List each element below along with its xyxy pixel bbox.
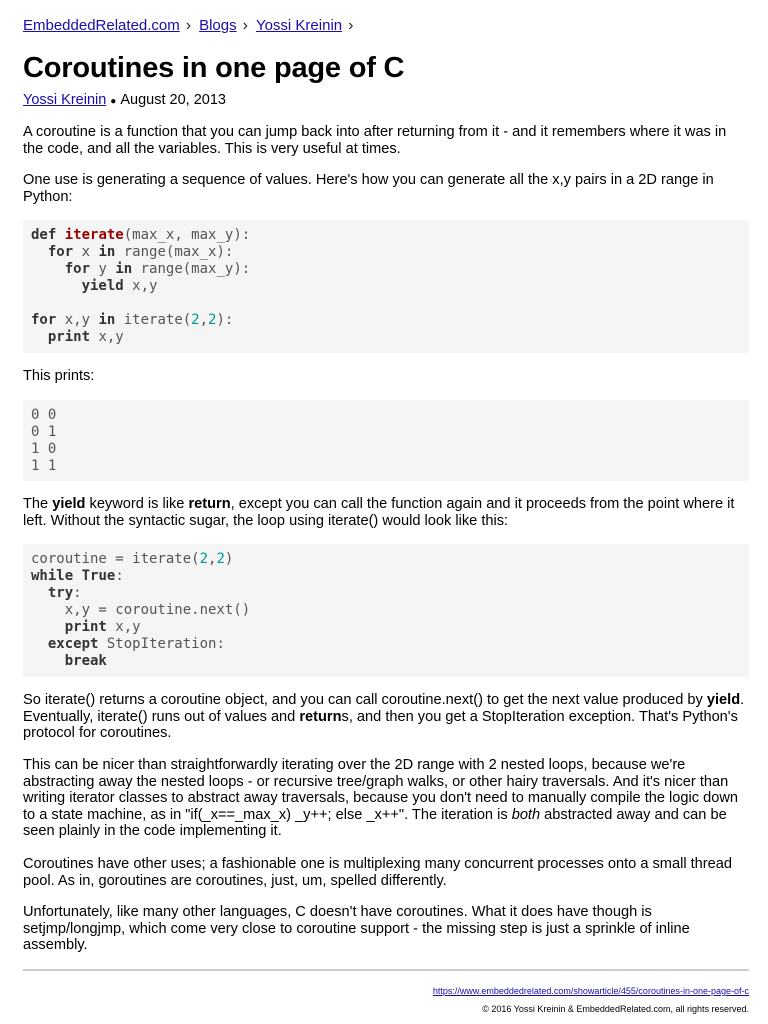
paragraph-yield: The yield keyword is like return, except you can call the function again and it proceeds from the point where it left. Without the syntactic sugar, the loop using iterate() would look like this: bbox=[23, 496, 735, 529]
output-line: 0 0 bbox=[31, 407, 57, 423]
code-line: while True: bbox=[31, 568, 124, 584]
breadcrumb bbox=[23, 17, 361, 35]
footer-copyright: © 2016 Yossi Kreinin & EmbeddedRelated.com, all rights reserved. bbox=[482, 1004, 749, 1014]
code-line: print x,y bbox=[47, 329, 124, 345]
code-block-iterate bbox=[23, 220, 749, 353]
paragraph-use: One use is generating a sequence of values. Here's how you can generate all the x,y pairs in a 2D range in Python: bbox=[23, 172, 714, 205]
paragraph-protocol: So iterate() returns a coroutine object, and you can call coroutine.next() to get the next value produced by yield. Eventually, iterate() runs out of values and returns, and then you get a StopIteration exception. That's Python's protocol for coroutines. bbox=[23, 692, 745, 742]
byline bbox=[23, 92, 226, 108]
code-line: yield x,y bbox=[81, 278, 158, 294]
chevron-right-icon: › bbox=[348, 17, 354, 34]
bullet-icon: ● bbox=[110, 96, 117, 107]
footer-divider bbox=[23, 969, 749, 971]
output-line: 0 1 bbox=[31, 424, 57, 440]
code-line: coroutine = iterate(2,2) bbox=[31, 551, 234, 567]
output-line: 1 0 bbox=[31, 441, 57, 457]
code-line: for y in range(max_y): bbox=[64, 261, 251, 277]
chevron-right-icon: › bbox=[242, 17, 248, 34]
code-line: x,y = coroutine.next() bbox=[64, 602, 251, 618]
footer-url-link[interactable]: https://www.embeddedrelated.com/showarticle/455/coroutines-in-one-page-of-c bbox=[432, 986, 749, 996]
code-block-output bbox=[23, 400, 749, 481]
author-link[interactable]: Yossi Kreinin bbox=[23, 92, 107, 108]
breadcrumb-site-link[interactable]: EmbeddedRelated.com bbox=[23, 17, 180, 34]
breadcrumb-author-link[interactable]: Yossi Kreinin bbox=[255, 17, 343, 34]
code-line: def iterate(max_x, max_y): bbox=[31, 227, 251, 243]
code-block-loop bbox=[23, 544, 749, 677]
breadcrumb-blogs-link[interactable]: Blogs bbox=[199, 17, 237, 34]
publish-date: August 20, 2013 bbox=[120, 92, 226, 108]
code-line: break bbox=[64, 653, 107, 669]
paragraph-nicer: This can be nicer than straightforwardly iterating over the 2D range with 2 nested loops, because we're abstracting away the nested loops - or recursive tree/graph walks, or other hairy traversals. And it's nicer than writing iterator classes to abstract away traversals, because you don't need to manually compile the logic down to a state machine, as in "if(_x==_max_x) _y++; else _x++". The iteration is both abstracted away and can be seen plainly in the code implementing it. bbox=[23, 757, 739, 840]
paragraph-unfortunately: Unfortunately, like many other languages, C doesn't have coroutines. What it does have though is setjmp/longjmp, which come very close to coroutine support - the missing step is just a sprinkle of inline assembly. bbox=[23, 904, 690, 954]
page-title: Coroutines in one page of C bbox=[23, 52, 405, 84]
code-line: for x in range(max_x): bbox=[47, 244, 234, 260]
chevron-right-icon: › bbox=[185, 17, 192, 34]
output-line: 1 1 bbox=[31, 458, 57, 474]
code-line: except StopIteration: bbox=[47, 636, 225, 652]
paragraph-other-uses: Coroutines have other uses; a fashionable one is multiplexing many concurrent processes onto a small thread pool. As in, goroutines are coroutines, just, um, spelled differently. bbox=[23, 856, 733, 889]
code-line: print x,y bbox=[64, 619, 141, 635]
paragraph-prints: This prints: bbox=[23, 368, 95, 384]
code-line: try: bbox=[47, 585, 82, 601]
code-line: for x,y in iterate(2,2): bbox=[31, 312, 234, 328]
paragraph-intro: A coroutine is a function that you can jump back into after returning from it - and it remembers where it was in the code, and all the variables. This is very useful at times. bbox=[23, 124, 727, 157]
